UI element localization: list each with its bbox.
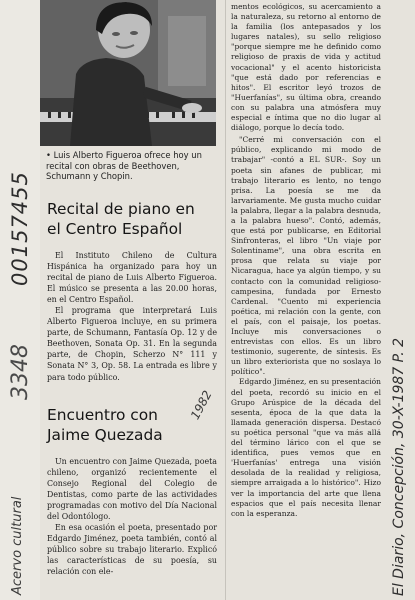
right-column-body bbox=[231, 2, 381, 519]
article2-paragraph: Un encuentro con Jaime Quezada, poeta chileno, organizó recientemente el Consejo Regional del Colegio de Dentistas, como parte de las actividades programadas con motivo del Día Nacional del Odontólogo. bbox=[47, 457, 217, 522]
photo-caption: • Luis Alberto Figueroa ofrece hoy un recital con obras de Beethoven, Schumann y Chopin. bbox=[46, 150, 202, 182]
year-note: 1982 bbox=[187, 388, 215, 422]
source-note: El Diario, Concepción, 30-X-1987 P. 2 bbox=[391, 337, 407, 596]
article2-title-line1: Encuentro con bbox=[47, 406, 158, 424]
section-note: Acervo cultural bbox=[10, 496, 25, 595]
pianist-photo bbox=[40, 0, 216, 146]
article2-body bbox=[47, 456, 217, 578]
right-column-paragraph: mentos ecológicos, su acercamiento a la naturaleza, su retorno al entorno de la familia (los antepasados y los lugares natales), su sello religioso "porque siempre me he definido como religioso de praxis de vida y actitud vocacional" y el acento historicista "que está dado por referencias e hitos". El escritor leyó trozos de "Huerfanías", su última obra, creando con su palabra una atmósfera muy especial e íntima que no dio lugar al diálogo, porque lo decía todo. bbox=[231, 2, 381, 133]
column-divider bbox=[225, 0, 226, 600]
article1-headline bbox=[47, 199, 222, 239]
catalog-number-note: 00157455 bbox=[8, 171, 32, 286]
article2-headline bbox=[47, 405, 222, 445]
article1-title-line2: el Centro Español bbox=[47, 220, 183, 238]
article2-title-line2: Jaime Quezada bbox=[47, 426, 163, 444]
article1-paragraph: El programa que interpretará Luis Alberto Figueroa incluye, en su primera parte, de Schumann, Fantasía Op. 12 y de Beethoven, Sonata Op. 31. En la segunda parte, de Chopin, Scherzo N° 111 y Sonata N° 3, Op. 58. La entrada es libre y para todo público. bbox=[47, 306, 217, 382]
article1-title-line1: Recital de piano en bbox=[47, 200, 195, 218]
right-column-paragraph: "Cerré mi conversación con el público, explicando mi modo de trabajar" -contó a EL SUR-. Soy un poeta sin afanes de publicar, mi trabajo literario es lento, no tengo prisa. La poesía se me da larvariamente. Me gusta mucho cuidar la palabra, llegar a la palabra desnuda, a la palabra hueso". Contó, además, que está por publicarse, en Editorial Sinfronteras, el libro "Un viaje por Solentiname", una obra escrita en prosa que relata su viaje por Nicaragua, hace ya algún tiempo, y su contacto con la comunidad religioso-campesina, fundada por Ernesto Cardenal. "Cuento mi experiencia poética, mi relación con la gente, con el país, con el paisaje, los poetas. Incluye mis conversaciones o entrevistas con ellos. Es un libro testimonio, sugerente, de síntesis. Es un libro exteriorista que no soslaya lo político". bbox=[231, 135, 381, 377]
article1-paragraph: El Instituto Chileno de Cultura Hispánica ha organizado para hoy un recital de piano de Luis Alberto Figueroa. El músico se presenta a las 20.00 horas, en el Centro Español. bbox=[47, 251, 217, 305]
right-column-paragraph: Edgardo Jiménez, en su presentación del poeta, recordó su inicio en el Grupo Arúspice de la década del sesenta, época de la que data la llamada generación dispersa. Destacó su poética personal "que va más allá del término lárico con el que se identifica, pues vemos que en 'Huerfanías' entrega una visión desolada de la realidad y religiosa, siempre arraigada a lo histórico". Hizo ver la importancia del arte que llena espacios que el país necesita llenar con la esperanza. bbox=[231, 377, 381, 518]
code-note: 3348 bbox=[8, 344, 33, 400]
article2-paragraph: En esa ocasión el poeta, presentado por Edgardo Jiménez, poeta también, contó al público sobre su trabajo literario. Explicó las características de su poesía, su relación con ele- bbox=[47, 523, 217, 577]
article1-body bbox=[47, 250, 217, 383]
pianist-illustration bbox=[40, 0, 216, 146]
